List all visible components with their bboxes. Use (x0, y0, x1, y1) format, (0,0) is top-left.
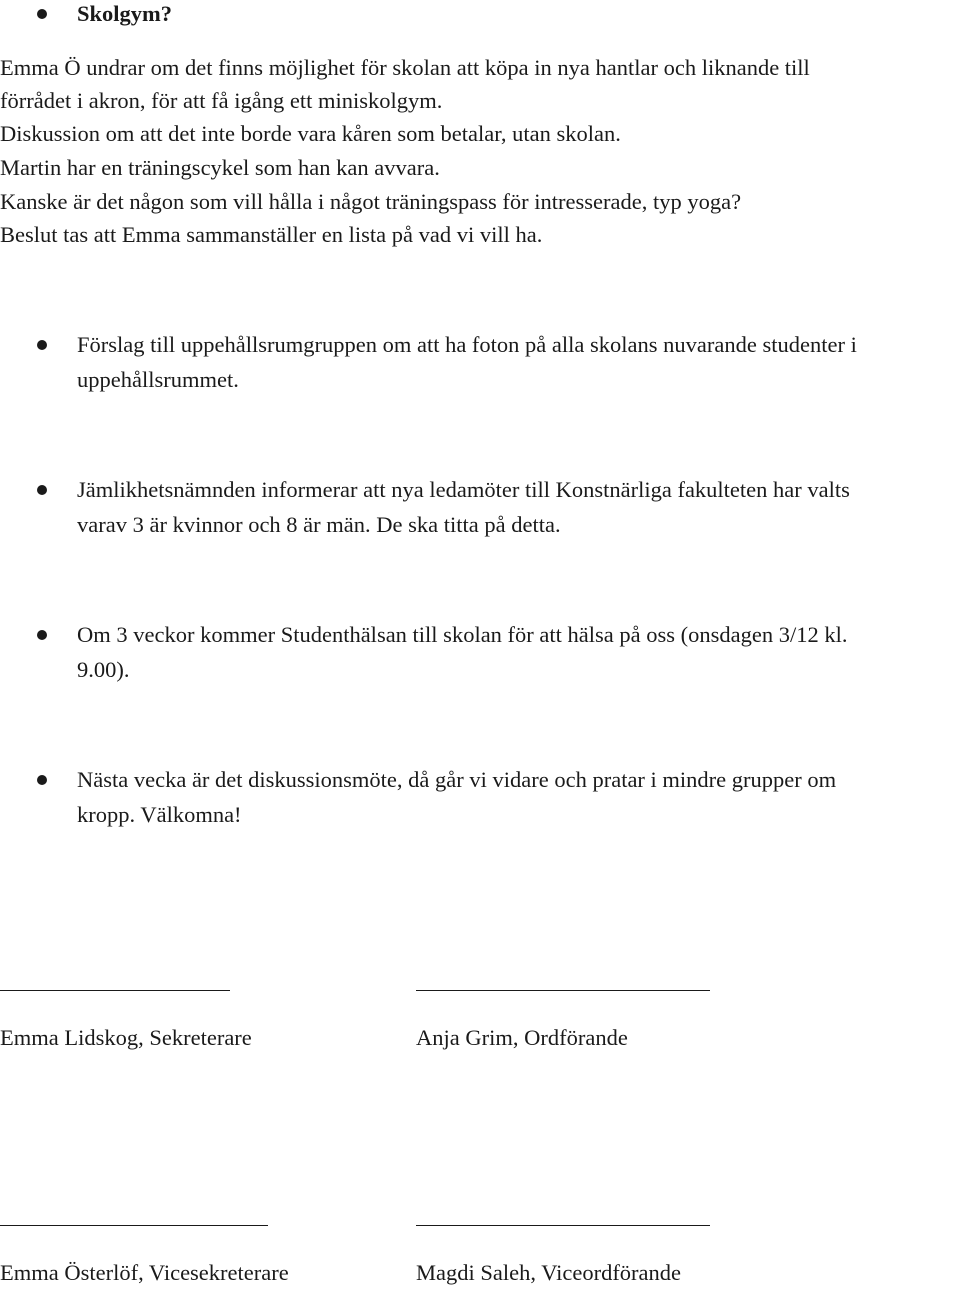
signature-name-chair: Anja Grim, Ordförande (416, 1025, 628, 1050)
list-item-line: Jämlikhetsnämnden informerar att nya ledamöter till Konstnärliga fakulteten har valts (77, 477, 850, 502)
list-item-line: 9.00). (77, 657, 130, 682)
skolgym-line: Diskussion om att det inte borde vara kåren som betalar, utan skolan. (0, 121, 621, 146)
list-item-line: kropp. Välkomna! (77, 802, 242, 827)
signature-name-vice-secretary: Emma Österlöf, Vicesekreterare (0, 1260, 289, 1285)
signature-line (416, 1225, 710, 1226)
list-item-line: Nästa vecka är det diskussionsmöte, då går vi vidare och pratar i mindre grupper om (77, 767, 837, 792)
skolgym-line: Beslut tas att Emma sammanställer en lista på vad vi vill ha. (0, 222, 543, 247)
list-item-line: Om 3 veckor kommer Studenthälsan till skolan för att hälsa på oss (onsdagen 3/12 kl. (77, 622, 848, 647)
list-item-line: Förslag till uppehållsrumgruppen om att ha foton på alla skolans nuvarande studenter i (77, 332, 857, 357)
skolgym-line: Emma Ö undrar om det finns möjlighet för skolan att köpa in nya hantlar och liknande till (0, 55, 810, 80)
signature-line (0, 1225, 268, 1226)
signature-name-vice-chair: Magdi Saleh, Viceordförande (416, 1260, 682, 1285)
signature-line (0, 990, 230, 991)
bullet-icon (37, 340, 47, 350)
bullet-icon (37, 775, 47, 785)
bullet-icon (37, 485, 47, 495)
skolgym-heading: Skolgym? (77, 1, 173, 26)
signature-name-secretary: Emma Lidskog, Sekreterare (0, 1025, 252, 1050)
signature-line (416, 990, 710, 991)
bullet-icon (37, 9, 47, 19)
skolgym-line: Martin har en träningscykel som han kan avvara. (0, 155, 440, 180)
bullet-icon (37, 630, 47, 640)
skolgym-line: Kanske är det någon som vill hålla i något träningspass för intresserade, typ yoga? (0, 189, 742, 214)
skolgym-line: förrådet i akron, för att få igång ett miniskolgym. (0, 88, 443, 113)
list-item-line: uppehållsrummet. (77, 367, 239, 392)
list-item-line: varav 3 är kvinnor och 8 är män. De ska titta på detta. (77, 512, 561, 537)
